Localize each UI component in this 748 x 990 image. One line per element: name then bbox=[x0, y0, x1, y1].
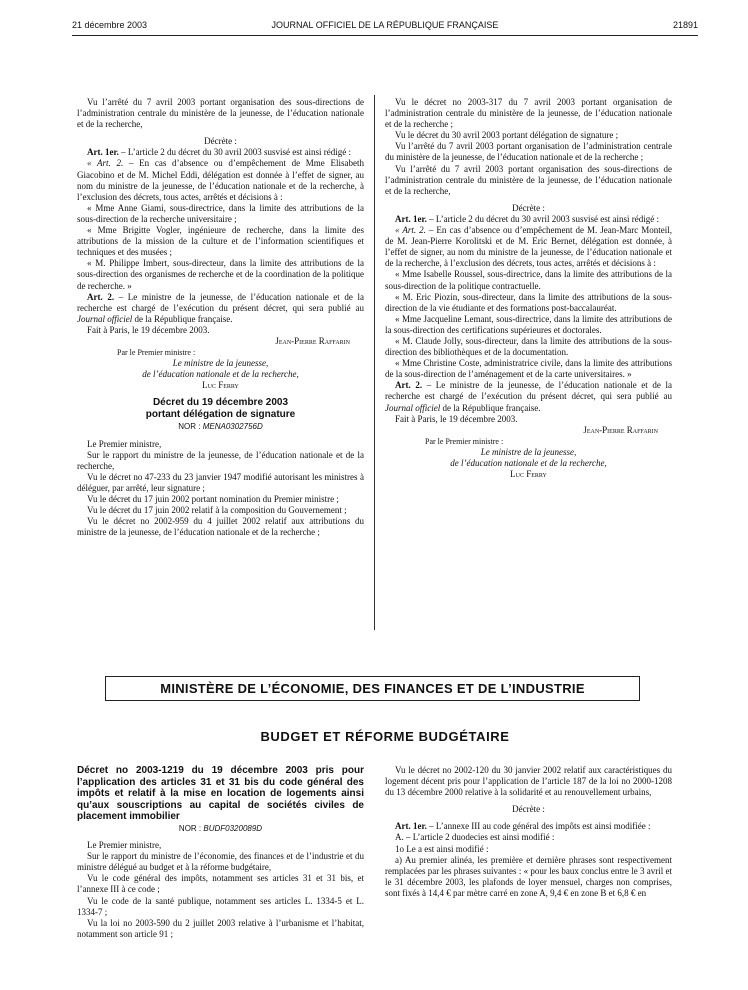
paragraph: Vu le décret no 2003-317 du 7 avril 2003 portant organisation de l’administration centrale du ministère de la jeunesse, de l’éducation nationale et de la recherche ; bbox=[385, 97, 672, 130]
minister-title: de l’éducation nationale et de la recherche, bbox=[450, 458, 607, 468]
list-item: « M. Eric Piozin, sous-directeur, dans la limite des attributions de la sous-direction de la vie étudiante et des formations post-baccalauréat. bbox=[385, 291, 672, 313]
list-item: « M. Claude Jolly, sous-directeur, dans la limite des attributions de la sous-direction des bibliothèques et de la documentation. bbox=[385, 335, 672, 358]
article-2: Art. 2. – Le ministre de la jeunesse, de l’éducation nationale et de la recherche est chargé de l’exécution du présent décret, qui sera publié au Journal officiel de la République française. bbox=[385, 380, 672, 413]
list-item: « Mme Isabelle Roussel, sous-directrice, dans la limite des attributions de la sous-direction de la politique contractuelle. bbox=[385, 269, 672, 291]
paragraph: Le Premier ministre, bbox=[87, 438, 162, 449]
header-rule bbox=[72, 35, 698, 36]
decrete: Décrète : bbox=[512, 804, 545, 815]
article-1: Art. 1er. – L’annexe III au code général des impôts est ainsi modifiée : bbox=[395, 821, 651, 832]
paragraph: Vu l’arrêté du 7 avril 2003 portant organisation des sous-directions de l’administration centrale du ministère de la jeunesse, de l’éducation nationale et de la recherche, bbox=[77, 97, 364, 130]
paragraph: Vu le code de la santé publique, notamment ses articles L. 1334-5 et L. 1334-7 ; bbox=[77, 895, 364, 917]
signer: Jean-Pierre Raffarin bbox=[275, 335, 350, 346]
column-separator bbox=[374, 95, 375, 630]
article-1: Art. 1er. – L’article 2 du décret du 30 avril 2003 susvisé est ainsi rédigé : bbox=[395, 213, 660, 224]
decree-title: Décret no 2003-1219 du 19 décembre 2003 pris pour l’application des articles 31 et 31 bis du code général des impôts et relatif à la mise en location de logements ainsi qu’aux souscriptions au capital de sociétés civiles de placement immobilier bbox=[77, 765, 364, 823]
paragraph: Vu l’arrêté du 7 avril 2003 portant organisation des sous-directions de l’administration centrale du ministère de la jeunesse, de l’éducation nationale et de la recherche, bbox=[385, 163, 672, 196]
paragraph: A. – L’article 2 duodecies est ainsi modifié : bbox=[395, 832, 555, 843]
list-item: « Mme Christine Coste, administratrice civile, dans la limite des attributions de la sous-direction de l’aménagement et de la carte universitaires. » bbox=[385, 358, 672, 380]
paragraph: Vu le décret du 30 avril 2003 portant délégation de signature ; bbox=[395, 130, 619, 141]
paragraph: a) Au premier alinéa, les première et dernière phrases sont respectivement remplacées par les phrases suivantes : « pour les baux conclus entre le 3 avril et le 31 décembre 2003, les plafonds de loyer mensuel, charges non comprises, sont fixés à 14,4 € par mètre carré en zone A, 9,4 € en zone B et 6,8 € en bbox=[385, 854, 672, 898]
paragraph: Vu le décret no 47-233 du 23 janvier 1947 modifié autorisant les ministres à déléguer, par arrêté, leur signature ; bbox=[77, 471, 364, 493]
par-le-premier-ministre: Par le Premier ministre : bbox=[425, 436, 504, 446]
header-journal-title: JOURNAL OFFICIEL DE LA RÉPUBLIQUE FRANÇAISE bbox=[271, 20, 499, 30]
paragraph: Vu l’arrêté du 7 avril 2003 portant organisation de l’administration centrale du ministère de la jeunesse, de l’éducation nationale et de la recherche ; bbox=[385, 141, 672, 163]
column-3 bbox=[77, 765, 364, 940]
header-page-number: 21891 bbox=[672, 20, 698, 30]
column-1 bbox=[77, 97, 364, 538]
paragraph: Vu le décret du 17 juin 2002 portant nomination du Premier ministre ; bbox=[87, 494, 339, 504]
paragraph: Vu la loi no 2003-590 du 2 juillet 2003 relative à l’urbanisme et l’habitat, notamment son article 91 ; bbox=[77, 917, 364, 939]
paragraph: Vu le décret no 2002-120 du 30 janvier 2002 relatif aux caractéristiques du logement décent pris pour l’application de l’article 187 de la loi no 2000-1208 du 13 décembre 2000 relative à la solidarité et au renouvellement urbains, bbox=[385, 765, 672, 798]
paragraph: Vu le code général des impôts, notamment ses articles 31 et 31 bis, et l’annexe III à ce code ; bbox=[77, 873, 364, 895]
paragraph: Sur le rapport du ministre de la jeunesse, de l’éducation nationale et de la recherche, bbox=[77, 449, 364, 471]
quote: « Art. 2. – En cas d’absence ou d’empêchement de M. Jean-Marc Monteil, de M. Jean-Pierre Korolitski et de M. Eric Bernet, délégation est donnée, à l’effet de signer, au nom du ministre de la jeunesse, de l’éducation nationale et de la recherche, à l’exclusion des décrets, tous actes, arrêtés et décisions à : bbox=[385, 225, 672, 269]
decrete: Décrète : bbox=[204, 136, 237, 147]
decrete: Décrète : bbox=[512, 202, 545, 213]
decree-title: portant délégation de signature bbox=[145, 409, 296, 421]
column-2 bbox=[385, 97, 672, 480]
par-le-premier-ministre: Par le Premier ministre : bbox=[117, 348, 196, 358]
ministry-banner: MINISTÈRE DE L’ÉCONOMIE, DES FINANCES ET DE L’INDUSTRIE bbox=[105, 676, 640, 701]
nor-reference: NOR : BUDF0320089D bbox=[178, 823, 263, 833]
page-header bbox=[72, 20, 698, 34]
paragraph: Sur le rapport du ministre de l’économie, des finances et de l’industrie et du ministre délégué au budget et à la réforme budgétaire, bbox=[77, 851, 364, 873]
paragraph: Le Premier ministre, bbox=[87, 840, 162, 851]
article-1: Art. 1er. – L’article 2 du décret du 30 avril 2003 susvisé est ainsi rédigé : bbox=[87, 147, 352, 158]
signer: Jean-Pierre Raffarin bbox=[583, 424, 658, 435]
fait: Fait à Paris, le 19 décembre 2003. bbox=[395, 413, 518, 424]
minister-title: de l’éducation nationale et de la recherche, bbox=[142, 369, 299, 380]
paragraph: Vu le décret du 17 juin 2002 relatif à la composition du Gouvernement ; bbox=[87, 505, 347, 516]
quote: « Art. 2. – En cas d’absence ou d’empêchement de Mme Elisabeth Giacobino et de M. Michel Eddi, délégation est donnée à l’effet de signer, au nom du ministre de la jeunesse, de l’éducation nationale et de la recherche, à l’exclusion des décrets, tous actes, arrêtés et décisions à : bbox=[77, 158, 364, 202]
list-item: « Mme Jacqueline Lemant, sous-directrice, dans la limite des attributions de la sous-direction des certifications supérieures et doctorales. bbox=[385, 313, 672, 335]
minister-name: Luc Ferry bbox=[202, 380, 239, 391]
fait: Fait à Paris, le 19 décembre 2003. bbox=[87, 324, 210, 335]
paragraph: Vu le décret no 2002-959 du 4 juillet 2002 relatif aux attributions du ministre de la jeunesse, de l’éducation nationale et de la recherche ; bbox=[77, 516, 364, 538]
minister-title: Le ministre de la jeunesse, bbox=[172, 358, 269, 369]
list-item: « Mme Brigitte Vogler, ingénieure de recherche, dans la limite des attributions de la mission de la culture et de l’information scientifiques et techniques et des musées ; bbox=[77, 225, 364, 258]
column-4 bbox=[385, 765, 672, 899]
nor-reference: NOR : MENA0302756D bbox=[178, 422, 263, 432]
minister-title: Le ministre de la jeunesse, bbox=[480, 446, 577, 457]
decree-title: Décret du 19 décembre 2003 bbox=[152, 397, 289, 409]
paragraph: 1o Le a est ainsi modifié : bbox=[395, 843, 489, 854]
section-heading: BUDGET ET RÉFORME BUDGÉTAIRE bbox=[260, 729, 510, 744]
header-date: 21 décembre 2003 bbox=[72, 20, 148, 30]
list-item: « Mme Anne Giami, sous-directrice, dans la limite des attributions de la sous-direction de la recherche universitaire ; bbox=[77, 202, 364, 224]
list-item: « M. Philippe Imbert, sous-directeur, dans la limite des attributions de la sous-direction des organismes de recherche et de la coordination de la politique de recherche. » bbox=[77, 258, 364, 291]
minister-name: Luc Ferry bbox=[510, 469, 547, 480]
article-2: Art. 2. – Le ministre de la jeunesse, de l’éducation nationale et de la recherche est chargé de l’exécution du présent décret, qui sera publié au Journal officiel de la République française. bbox=[77, 291, 364, 324]
